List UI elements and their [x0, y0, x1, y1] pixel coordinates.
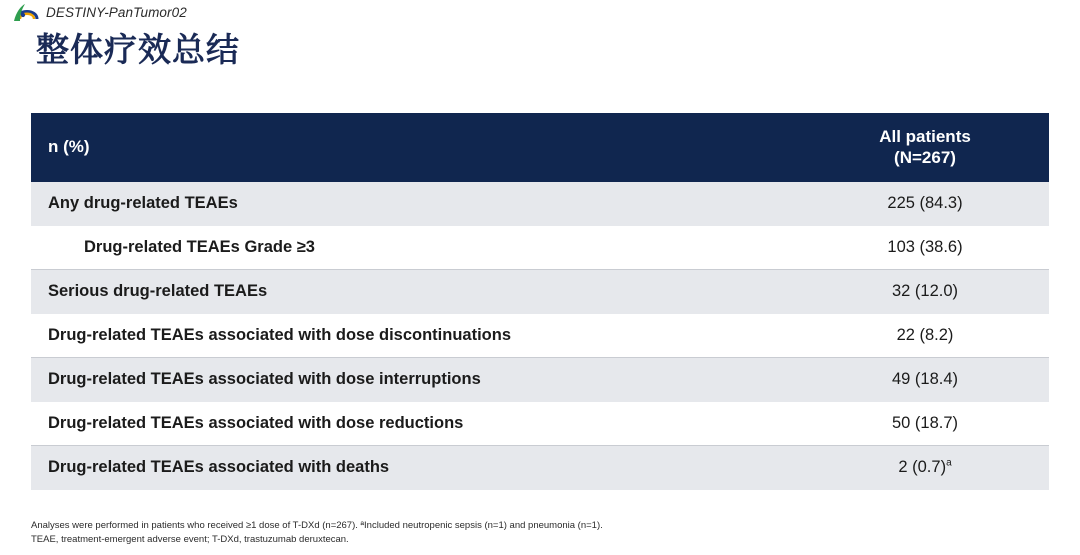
row-label: Drug-related TEAEs Grade ≥3 [31, 226, 801, 270]
row-value: 22 (8.2) [801, 314, 1049, 358]
row-value: 225 (84.3) [801, 182, 1049, 226]
row-label: Drug-related TEAEs associated with dose interruptions [31, 358, 801, 402]
summary-table [31, 113, 1049, 490]
footnote-line-2: TEAE, treatment-emergent adverse event; T-DXd, trastuzumab deruxtecan. [31, 534, 349, 546]
table-row [31, 226, 1049, 270]
column-header-all-patients-line2: (N=267) [894, 148, 956, 168]
footnotes [31, 519, 1031, 547]
table-row [31, 182, 1049, 226]
row-label: Drug-related TEAEs associated with dose reductions [31, 402, 801, 446]
table-row [31, 314, 1049, 358]
table-row [31, 270, 1049, 314]
table-header-row [31, 113, 1049, 182]
row-value: 49 (18.4) [801, 358, 1049, 402]
row-label: Any drug-related TEAEs [31, 182, 801, 226]
row-value-text: 2 (0.7) [898, 458, 947, 477]
table-row [31, 402, 1049, 446]
row-value: 103 (38.6) [801, 226, 1049, 270]
row-value: 50 (18.7) [801, 402, 1049, 446]
column-header-all-patients [801, 113, 1049, 182]
column-header-all-patients-line1: All patients [879, 127, 971, 146]
study-header [14, 2, 187, 22]
row-value [801, 446, 1049, 490]
row-label: Serious drug-related TEAEs [31, 270, 801, 314]
destiny-pantumor-logo-icon [14, 2, 40, 22]
row-label: Drug-related TEAEs associated with deaths [31, 446, 801, 490]
table-row [31, 358, 1049, 402]
row-value: 32 (12.0) [801, 270, 1049, 314]
table-row [31, 446, 1049, 490]
row-label: Drug-related TEAEs associated with dose discontinuations [31, 314, 801, 358]
study-name: DESTINY-PanTumor02 [46, 4, 187, 20]
page-title: 整体疗效总结 [36, 31, 240, 68]
column-header-metric: n (%) [31, 113, 801, 182]
footnote-line-1: Analyses were performed in patients who received ≥1 dose of T-DXd (n=267). ªIncluded neutropenic sepsis (n=1) and pneumonia (n=1). [31, 520, 603, 532]
footnote-marker: a [946, 457, 952, 469]
